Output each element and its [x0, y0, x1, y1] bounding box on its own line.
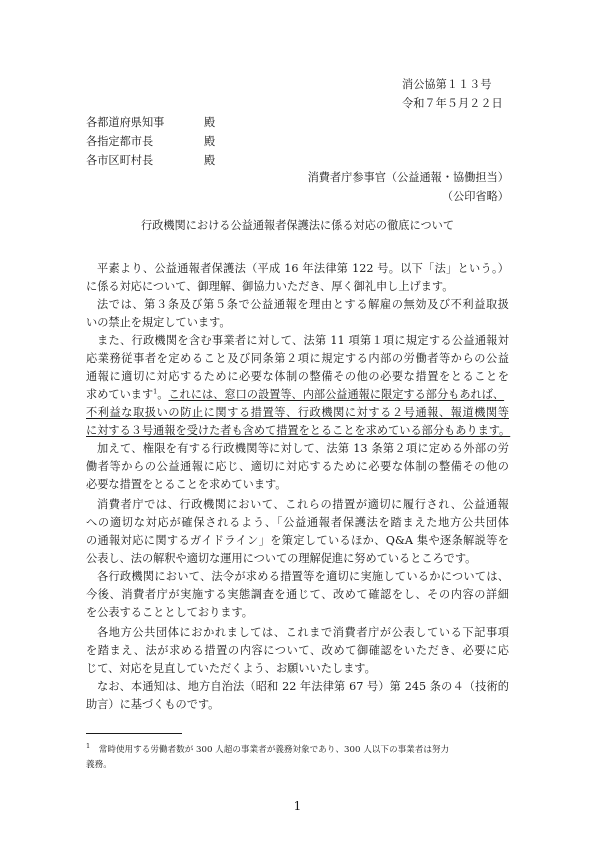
- body-text-line: 各行政機関において、法令が求める措置等を適切に実施しているかについては、: [97, 570, 509, 583]
- body-text-line: なお、本通知は、地方自治法（昭和 22 年法律第 67 号）第 245 条の４（技術的: [97, 680, 509, 693]
- underlined-text: 不利益な取扱いの防止に関する措置等、行政機関に対する２号通報、報道機関等: [86, 406, 509, 419]
- body-text-line: [86, 387, 504, 403]
- body-text-line: いの禁止を規定しています。: [86, 316, 231, 329]
- body-text-line: に係る対応について、御理解、御協力いただき、厚く御礼申し上げます。: [86, 280, 454, 293]
- recipient-designated-city-mayors: 各指定都市長: [86, 135, 154, 148]
- body-text-segment: 求めています: [86, 388, 154, 401]
- document-subject: 行政機関における公益通報者保護法に係る対応の徹底について: [140, 219, 455, 232]
- footnote-marker: 1: [86, 742, 91, 751]
- body-text-line: 今後、消費者庁が実施する実態調査を通じて、改めて確認をし、その内容の詳細: [86, 588, 509, 601]
- underlined-text: これには、窓口の設置等、内部公益通報に限定する部分もあれば、: [168, 388, 505, 401]
- body-text-line: 助言）に基づくものです。: [86, 698, 220, 711]
- body-text-line: 通報に適切に対応するために必要な体制の整備その他の必要な措置をとることを: [86, 370, 509, 383]
- seal-omitted-note: （公印省略）: [441, 190, 509, 203]
- body-text-line: 法では、第３条及び第５条で公益通報を理由とする解雇の無効及び不利益取扱: [97, 298, 509, 311]
- recipient-honorific: 殿: [204, 116, 216, 129]
- body-text-line: 加えて、権限を有する行政機関等に対して、法第 13 条第２項に定める外部の労: [97, 442, 509, 455]
- body-text-line: への適切な対応が確保されるよう、「公益通報者保護法を踏まえた地方公共団体: [86, 516, 509, 529]
- page-number: 1: [293, 799, 302, 813]
- recipient-honorific: 殿: [204, 154, 216, 167]
- issue-date: 令和７年５月２２日: [402, 97, 503, 110]
- body-text-line: 消費者庁では、行政機関において、これらの措置が適切に履行され、公益通報: [97, 498, 509, 511]
- underlined-text: に対する３号通報を受けた者も含めて措置をとることを求めている部分もあります。: [86, 424, 511, 437]
- footnote-divider: [86, 733, 182, 734]
- body-text-line: また、行政機関を含む事業者に対して、法第 11 項第１項に規定する公益通報対: [97, 334, 509, 347]
- footnote-reference: 1: [153, 387, 158, 396]
- footnote-text: 常時使用する労働者数が 300 人超の事業者が義務対象であり、300 人以下の事業者は努力: [98, 745, 450, 755]
- body-text-line: 平素より、公益通報者保護法（平成 16 年法律第 122 号。以下「法」という。）: [97, 262, 509, 275]
- body-text-line: じて、対応を見直していただくよう、お願いいたします。: [86, 662, 376, 675]
- recipient-governors: 各都道府県知事: [86, 116, 165, 129]
- body-text-line: 応業務従事者を定めること及び同条第２項に規定する内部の労働者等からの公益: [86, 352, 509, 365]
- document-number: 消公協第１１３号: [402, 78, 492, 91]
- footnote-line: 義務。: [86, 760, 112, 770]
- body-text-line: を踏まえ、法が求める措置の内容について、改めて御確認をいただき、必要に応: [86, 644, 509, 657]
- body-text-line: 各地方公共団体におかれましては、これまで消費者庁が公表している下記事項: [97, 626, 509, 639]
- body-text-line: 働者等からの公益通報に応じ、適切に対応するために必要な体制の整備その他の: [86, 460, 509, 473]
- sender-title: 消費者庁参事官（公益通報・協働担当）: [307, 171, 509, 184]
- body-text-line: 公表し、法の解釈や適切な運用についての理解促進に努めているところです。: [86, 552, 477, 565]
- recipient-honorific: 殿: [204, 135, 216, 148]
- recipient-municipal-mayors: 各市区町村長: [86, 154, 154, 167]
- body-text-line: の通報対応に関するガイドライン」を策定しているほか、Q&A 集や逐条解説等を: [86, 534, 509, 547]
- body-text-line: 必要な措置をとることを求めています。: [86, 478, 287, 491]
- body-text-line: を公表することとしております。: [86, 606, 253, 619]
- body-text-segment: 。: [157, 388, 169, 401]
- footnote-line: [86, 743, 449, 758]
